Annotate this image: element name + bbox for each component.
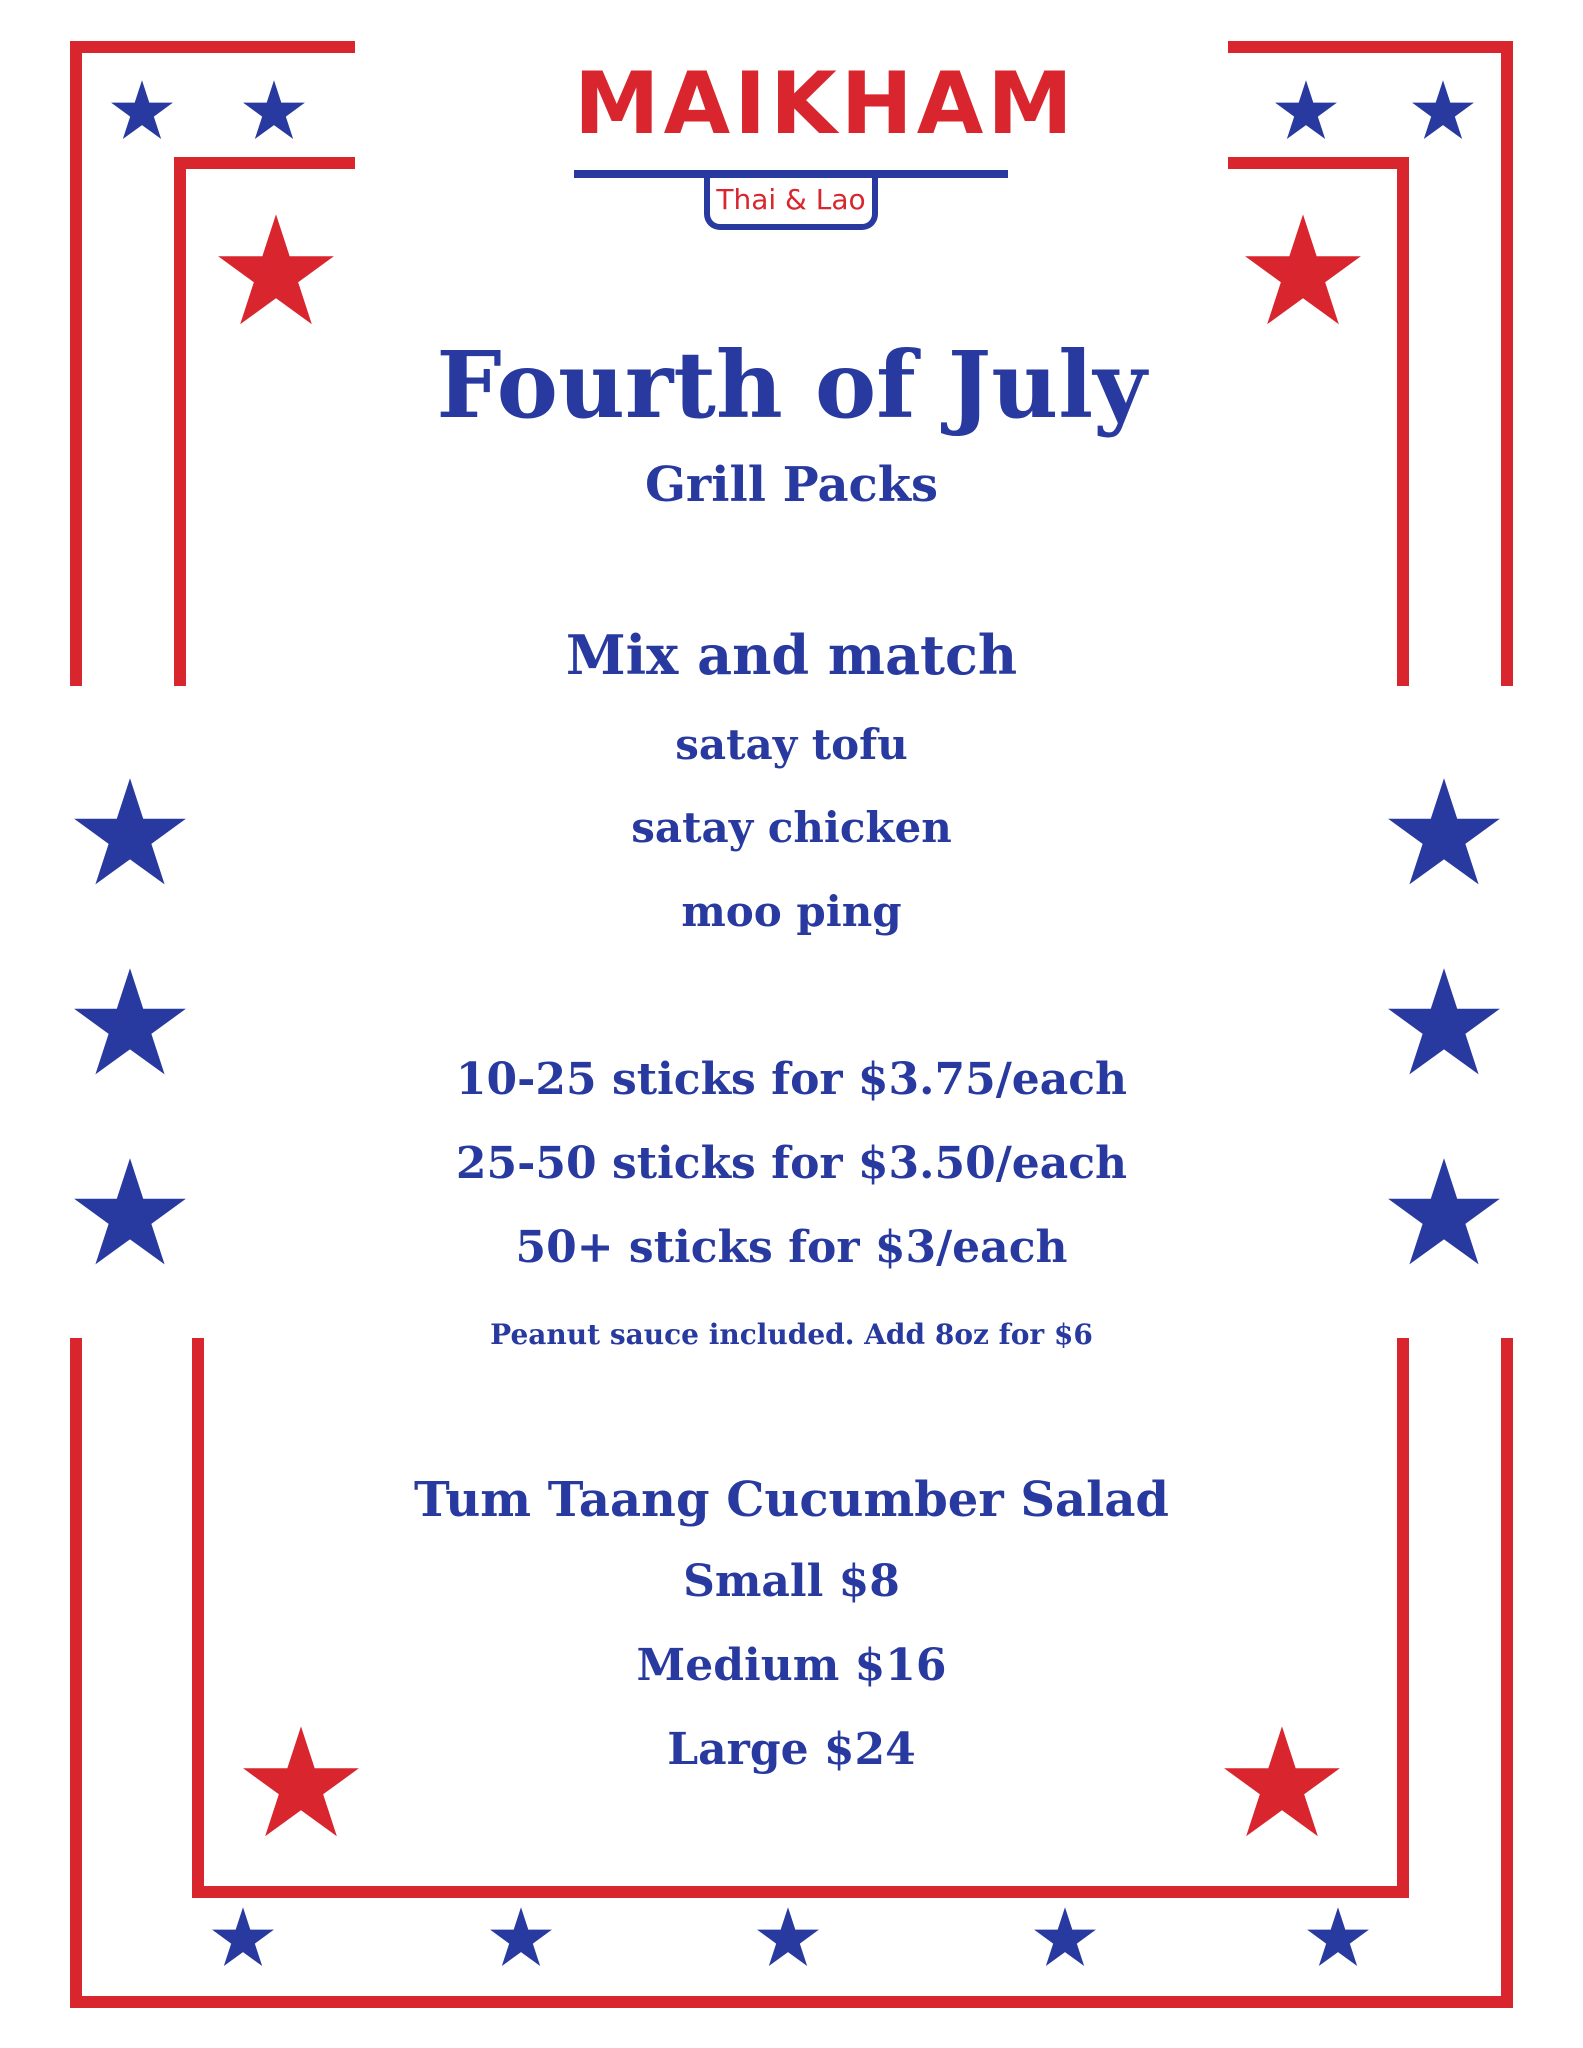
star-icon: [111, 79, 173, 141]
star-icon: [1307, 1906, 1369, 1968]
page-subtitle: Grill Packs: [644, 457, 939, 513]
star-icon: [218, 212, 334, 328]
salad-size: Medium $16: [636, 1640, 947, 1691]
price-tier: 25-50 sticks for $3.50/each: [455, 1138, 1128, 1189]
border-stripe: [1228, 41, 1513, 53]
star-icon: [757, 1906, 819, 1968]
border-stripe: [192, 1338, 204, 1898]
page-title: Fourth of July: [436, 331, 1147, 439]
star-icon: [1034, 1906, 1096, 1968]
sauce-note: Peanut sauce included. Add 8oz for $6: [490, 1318, 1093, 1351]
star-icon: [1275, 79, 1337, 141]
price-tier: 50+ sticks for $3/each: [515, 1222, 1068, 1273]
border-stripe: [1397, 1338, 1409, 1898]
border-stripe: [70, 1996, 1513, 2008]
star-icon: [1245, 212, 1361, 328]
price-tier: 10-25 sticks for $3.75/each: [455, 1054, 1128, 1105]
menu-item: moo ping: [681, 887, 902, 936]
border-stripe: [174, 157, 355, 169]
logo-wordmark: MAIKHAM: [574, 54, 1077, 154]
star-icon: [490, 1906, 552, 1968]
logo-underline: [574, 170, 1008, 178]
salad-size: Small $8: [683, 1556, 900, 1607]
star-icon: [243, 79, 305, 141]
mix-heading: Mix and match: [565, 623, 1018, 687]
logo-tagline: Thai & Lao: [704, 178, 878, 230]
border-stripe: [70, 41, 355, 53]
star-icon: [1412, 79, 1474, 141]
menu-item: satay tofu: [675, 720, 908, 769]
menu-item: satay chicken: [631, 803, 952, 852]
star-icon: [212, 1906, 274, 1968]
salad-title: Tum Taang Cucumber Salad: [414, 1472, 1169, 1528]
border-stripe: [1228, 157, 1409, 169]
border-stripe: [192, 1886, 1409, 1898]
salad-size: Large $24: [667, 1724, 916, 1775]
logo: [574, 54, 1077, 234]
